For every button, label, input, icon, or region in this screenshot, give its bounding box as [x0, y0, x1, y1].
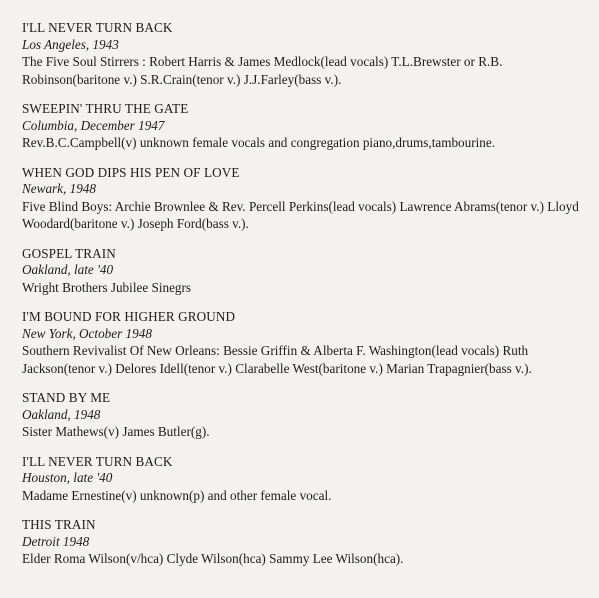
track-entry-6	[22, 390, 589, 441]
track-title: THIS TRAIN	[22, 517, 96, 532]
track-personnel: Five Blind Boys: Archie Brownlee & Rev. Percell Perkins(lead vocals) Lawrence Abrams(tenor v.) Lloyd Woodard(baritone v.) Joseph Ford(bass v.).	[22, 198, 579, 231]
track-title: GOSPEL TRAIN	[22, 245, 116, 261]
track-entry-4	[22, 246, 589, 297]
track-title: WHEN GOD DIPS HIS PEN OF LOVE	[22, 164, 240, 180]
recording-place-date: Houston, late '40	[22, 470, 113, 485]
recording-place-date: New York, October 1948	[22, 325, 152, 341]
track-entry-7	[22, 454, 589, 505]
track-title: SWEEPIN' THRU THE GATE	[22, 101, 189, 116]
track-entry-1	[22, 20, 589, 88]
track-personnel: Southern Revivalist Of New Orleans: Bessie Griffin & Alberta F. Washington(lead vocals) Ruth Jackson(tenor v.) Delores Idell(tenor v.) Clarabelle West(baritone v.) Marian Trapagnier(bass v.).	[22, 343, 532, 376]
track-entry-3	[22, 165, 589, 233]
track-title: I'LL NEVER TURN BACK	[22, 20, 173, 35]
track-personnel: Elder Roma Wilson(v/hca) Clyde Wilson(hca) Sammy Lee Wilson(hca).	[22, 551, 404, 566]
track-title: I'LL NEVER TURN BACK	[22, 453, 173, 469]
track-personnel: Wright Brothers Jubilee Sinegrs	[22, 279, 192, 295]
track-entry-5	[22, 309, 589, 377]
track-title: STAND BY ME	[22, 390, 111, 405]
recording-place-date: Columbia, December 1947	[22, 117, 165, 133]
track-entry-8	[22, 517, 589, 568]
recording-place-date: Oakland, late '40	[22, 262, 114, 277]
track-entry-2	[22, 101, 589, 152]
recording-place-date: Detroit 1948	[22, 533, 90, 549]
track-personnel: Rev.B.C.Campbell(v) unknown female vocals and congregation piano,drums,tambourine.	[22, 135, 496, 150]
track-title: I'M BOUND FOR HIGHER GROUND	[22, 309, 236, 324]
recording-place-date: Oakland, 1948	[22, 406, 101, 422]
track-personnel: The Five Soul Stirrers : Robert Harris & James Medlock(lead vocals) T.L.Brewster or R.B. Robinson(baritone v.) S.R.Crain(tenor v.) J.J.Farley(bass v.).	[22, 54, 503, 87]
recording-place-date: Los Angeles, 1943	[22, 36, 119, 52]
recording-place-date: Newark, 1948	[22, 181, 96, 196]
track-personnel: Sister Mathews(v) James Butler(g).	[22, 424, 210, 439]
track-personnel: Madame Ernestine(v) unknown(p) and other female vocal.	[22, 487, 332, 503]
